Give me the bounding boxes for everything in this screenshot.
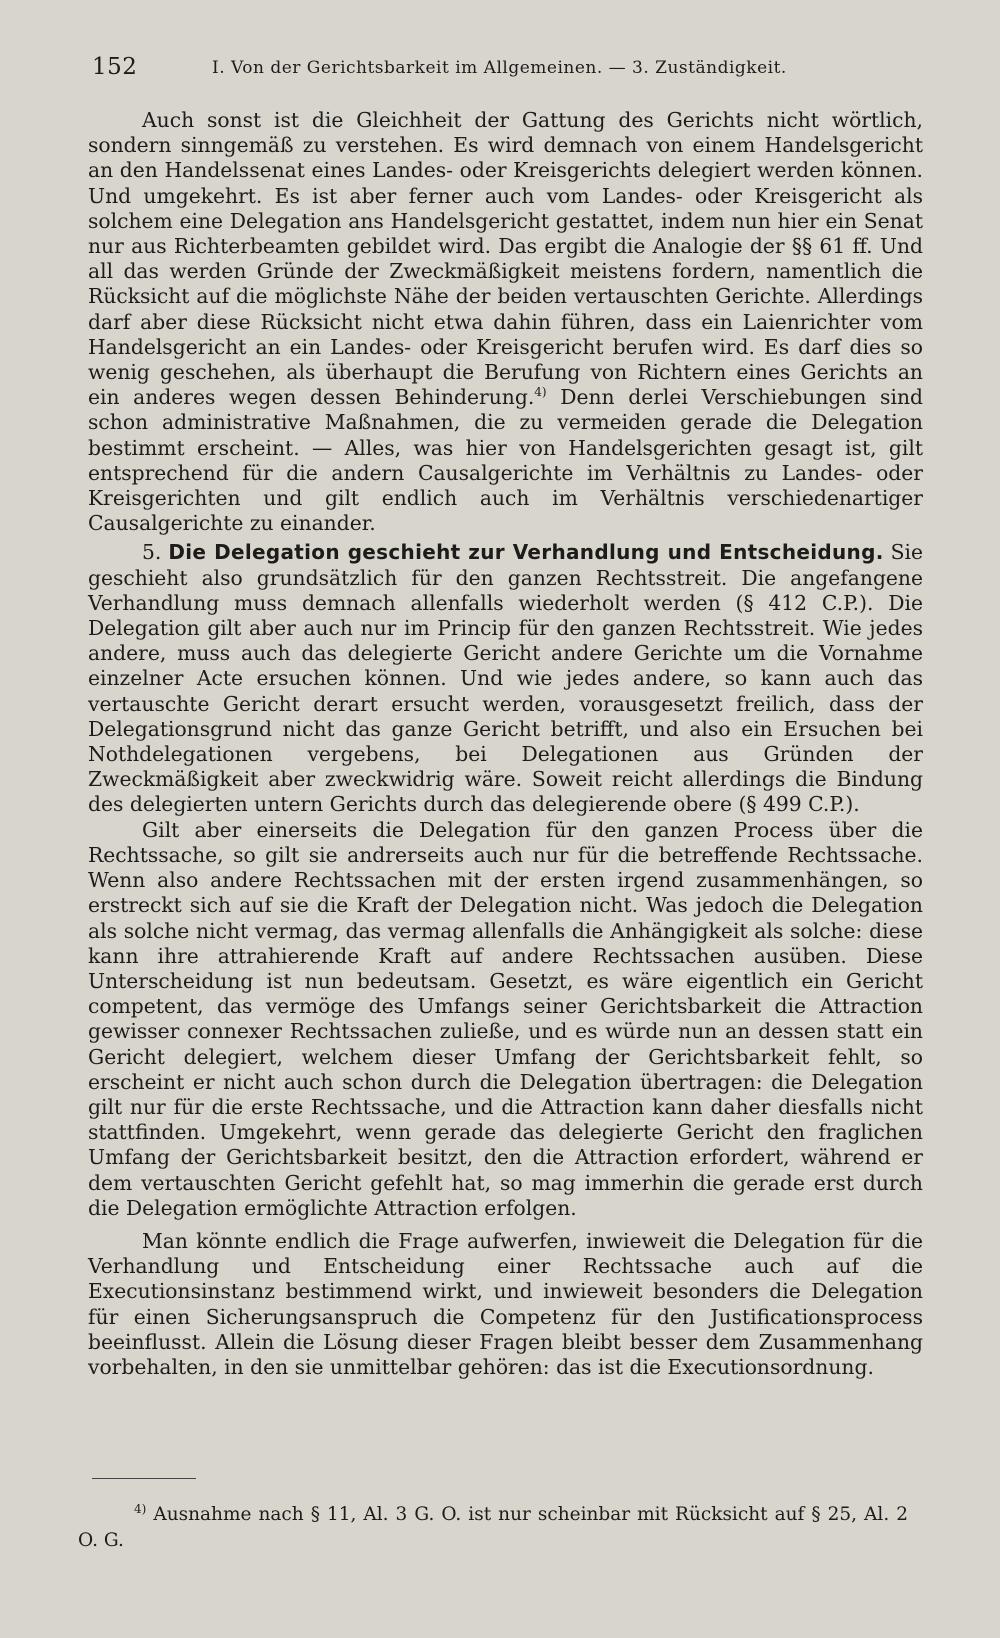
- paragraph-section-5: [88, 540, 923, 817]
- footnote-divider: [92, 1478, 196, 1479]
- page-number: 152: [92, 54, 138, 80]
- footnote-reference: 4): [534, 385, 547, 400]
- footnote-marker: 4): [134, 1501, 147, 1516]
- footnote: [78, 1502, 908, 1554]
- paragraph-4: Man könnte endlich die Frage aufwerfen, inwieweit die Delegation für die Verhandlung und Entscheidung einer Rechtssache auch auf die Executionsinstanz bestimmend wirkt, und inwieweit besonders die Delegation für einen Sicherungsanspruch die Competenz für den Justificationsprocess beeinflusst. Allein die Lösung dieser Fragen bleibt besser dem Zusammenhang vorbehalten, in den sie unmittelbar gehören: das ist die Executionsordnung.: [88, 1228, 923, 1379]
- footnote-text: Ausnahme nach § 11, Al. 3 G. O. ist nur scheinbar mit Rücksicht auf § 25, Al. 2 O. G.: [78, 1504, 908, 1551]
- paragraph-2-text: Sie geschieht also grundsätzlich für den ganzen Rechtsstreit. Die angefangene Verhandlung muss demnach allenfalls wiederholt werden (§ 412 C.P.). Die Delegation gilt aber auch nur im Princip für den ganzen Rechtsstreit. Wie jedes andere, muss auch das delegierte Gericht andere Gerichte um die Vornahme einzelner Acte ersuchen können. Und wie jedes andere, so kann auch das vertauschte Gericht derart ersucht werden, vorausgesetzt freilich, dass der Delegationsgrund nicht das ganze Gericht betrifft, und also ein Ersuchen bei Nothdelegationen vergebens, bei Delegationen aus Gründen der Zweckmäßigkeit aber zweckwidrig wäre. Soweit reicht allerdings die Bindung des delegierten untern Gerichts durch das delegierende obere (§ 499 C.P.).: [88, 540, 923, 817]
- section-heading: Die Delegation geschieht zur Verhandlung und Entscheidung.: [168, 540, 884, 565]
- paragraph-3: Gilt aber einerseits die Delegation für den ganzen Process über die Rechtssache, so gilt sie andrerseits auch nur für die betreffende Rechtssache. Wenn also andere Rechtssachen mit der ersten irgend zusammenhängen, so erstreckt sich auf sie die Kraft der Delegation nicht. Was jedoch die Delegation als solche nicht vermag, das vermag allenfalls die Anhängigkeit als solche: diese kann ihre attrahierende Kraft auf andere Rechtssachen ausüben. Diese Unterscheidung ist nun bedeutsam. Gesetzt, es wäre eigentlich ein Gericht competent, das vermöge des Umfangs seiner Gerichtsbarkeit die Attraction gewisser connexer Rechtssachen zuließe, und es würde nun an dessen statt ein Gericht delegiert, welchem dieser Umfang der Gerichtsbarkeit fehlt, so erscheint er nicht auch schon durch die Delegation übertragen: die Delegation gilt nur für die erste Rechtssache, und die Attraction kann daher diesfalls nicht stattfinden. Umgekehrt, wenn gerade das delegierte Gericht den fraglichen Umfang der Gerichtsbarkeit besitzt, den die Attraction erfordert, während er dem vertauschten Gericht gefehlt hat, so mag immerhin die gerade erst durch die Delegation ermöglichte Attraction erfolgen.: [88, 817, 923, 1220]
- section-number: 5.: [142, 540, 162, 565]
- page-header: [92, 54, 922, 86]
- paragraph-1: [88, 108, 923, 536]
- paragraph-1-continuation: Denn derlei Verschiebungen sind schon administrative Maßnahmen, die zu vermeiden gerade die Delegation bestimmt erscheint. — Alles, was hier von Handelsgerichten gesagt ist, gilt entsprechend für die andern Causalgerichte im Verhältnis zu Landes- oder Kreisgerichten und gilt endlich auch im Verhältnis verschiedenartiger Causalgerichte zu einander.: [88, 385, 923, 536]
- body-text: [88, 108, 923, 1380]
- running-title: I. Von der Gerichtsbarkeit im Allgemeinen. — 3. Zuständigkeit.: [212, 58, 787, 78]
- paragraph-1-text: Auch sonst ist die Gleichheit der Gattung des Gerichts nicht wörtlich, sondern sinngemäß zu verstehen. Es wird demnach von einem Handelsgericht an den Handelssenat eines Landes- oder Kreisgerichts delegiert werden können. Und umgekehrt. Es ist aber ferner auch vom Landes- oder Kreisgericht als solchem eine Delegation ans Handelsgericht gestattet, indem nun hier ein Senat nur aus Richterbeamten gebildet wird. Das ergibt die Analogie der §§ 61 ff. Und all das werden Gründe der Zweckmäßigkeit meistens fordern, namentlich die Rücksicht auf die möglichste Nähe der beiden vertauschten Gerichte. Allerdings darf aber diese Rücksicht nicht etwa dahin führen, dass ein Laienrichter vom Handelsgericht an ein Landes- oder Kreisgericht berufen wird. Es darf dies so wenig geschehen, als überhaupt die Berufung von Richtern eines Gerichts an ein anderes wegen dessen Behinderung.: [88, 108, 923, 410]
